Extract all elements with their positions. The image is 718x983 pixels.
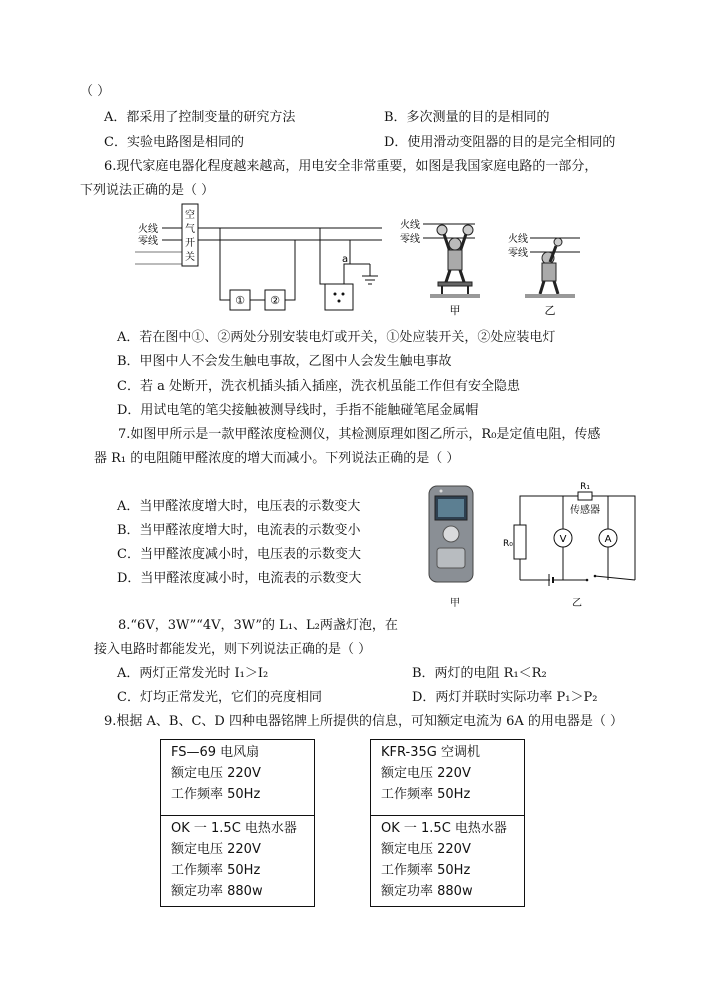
q6-stem-line1: 6.现代家庭电器化程度越来越高，用电安全非常重要，如图是我国家庭电路的一部分， <box>104 159 598 174</box>
nameplate-c: OK 一 1.5C 电热水器 额定电压 220V 工作频率 50Hz 额定功率 880w <box>160 815 315 907</box>
figure-yi-label: 乙 <box>544 304 556 317</box>
q6-option-a: A．若在图中①、②两处分别安装电灯或开关，①处应装开关，②处应装电灯 <box>117 330 556 345</box>
q6-option-c: C．若 a 处断开，洗衣机插头插入插座，洗衣机虽能工作但有安全隐患 <box>117 379 520 394</box>
q7-figure-jia-label: 甲 <box>450 598 460 609</box>
nameplate-d: OK 一 1.5C 电热水器 额定电压 220V 工作频率 50Hz 额定功率 880w <box>370 815 525 907</box>
r1-sensor-resistor <box>578 492 592 500</box>
q5-bracket: （ ） <box>80 84 111 99</box>
q5-option-a: A．都采用了控制变量的研究方法 <box>104 110 296 125</box>
q7-figure <box>415 478 655 613</box>
sensor-label: 传感器 <box>570 505 600 516</box>
r0-resistor <box>514 525 526 559</box>
q7-stem-line1: 7.如图甲所示是一款甲醛浓度检测仪，其检测原理如图乙所示，R₀是定值电阻，传感 <box>118 427 601 442</box>
q7-option-d: D．当甲醛浓度减小时，电流表的示数变大 <box>117 571 362 586</box>
q8-option-b: B．两灯的电阻 R₁＜R₂ <box>412 666 547 681</box>
q7-option-a: A．当甲醛浓度增大时，电压表的示数变大 <box>117 499 361 514</box>
q5-option-c: C．实验电路图是相同的 <box>104 135 244 150</box>
person-yi-illustration <box>540 238 562 294</box>
svg-text:零线: 零线 <box>508 248 528 259</box>
svg-text:火线: 火线 <box>400 220 420 231</box>
person-jia-illustration <box>437 225 473 294</box>
svg-text:气: 气 <box>185 224 195 235</box>
q6-stem-line2: 下列说法正确的是（ ） <box>80 183 215 198</box>
figure-jia-label: 甲 <box>449 304 461 317</box>
svg-text:开: 开 <box>185 238 195 249</box>
q8-option-d: D．两灯并联时实际功率 P₁＞P₂ <box>412 690 598 705</box>
svg-text:空: 空 <box>185 210 195 221</box>
q6-live-label: 火线 <box>138 224 158 235</box>
q8-option-c: C．灯均正常发光，它们的亮度相同 <box>117 690 322 705</box>
formaldehyde-detector-illustration <box>429 486 473 582</box>
svg-text:①: ① <box>235 294 245 307</box>
svg-text:②: ② <box>270 294 280 307</box>
point-a-label: a <box>342 254 349 265</box>
q6-option-b: B．甲图中人不会发生触电事故，乙图中人会发生触电事故 <box>117 354 452 369</box>
q8-stem-line2: 接入电路时都能发光，则下列说法正确的是（ ） <box>94 642 372 657</box>
q7-figure-yi-label: 乙 <box>572 598 582 609</box>
r0-label: R₀ <box>503 539 513 549</box>
q6-neutral-label: 零线 <box>138 236 158 247</box>
q7-option-c: C．当甲醛浓度减小时，电压表的示数变大 <box>117 547 361 562</box>
nameplate-b: KFR-35G 空调机 额定电压 220V 工作频率 50Hz <box>370 739 525 817</box>
q5-option-b: B．多次测量的目的是相同的 <box>384 110 550 125</box>
q5-option-d: D．使用滑动变阻器的目的是完全相同的 <box>384 135 616 150</box>
q8-stem-line1: 8.“6V，3W”“4V，3W”的 L₁、L₂两盏灯泡，在 <box>118 618 398 633</box>
nameplate-a: FS—69 电风扇 额定电压 220V 工作频率 50Hz <box>160 739 315 817</box>
q7-stem-line2: 器 R₁ 的电阻随甲醛浓度的增大而减小。下列说法正确的是（ ） <box>94 451 460 466</box>
svg-text:V: V <box>559 534 567 545</box>
svg-text:A: A <box>604 534 612 545</box>
svg-text:关: 关 <box>185 252 195 263</box>
q6-circuit-figure <box>130 200 590 320</box>
r1-label: R₁ <box>580 482 590 492</box>
socket-symbol <box>325 284 353 310</box>
svg-text:火线: 火线 <box>508 234 528 245</box>
svg-text:零线: 零线 <box>400 234 420 245</box>
q9-stem: 9.根据 A、B、C、D 四种电器铭牌上所提供的信息，可知额定电流为 6A 的用电器是（ ） <box>104 714 624 729</box>
q6-option-d: D．用试电笔的笔尖接触被测导线时，手指不能触碰笔尾金属帽 <box>117 403 479 418</box>
q8-option-a: A．两灯正常发光时 I₁＞I₂ <box>117 666 269 681</box>
q7-option-b: B．当甲醛浓度增大时，电流表的示数变小 <box>117 523 361 538</box>
